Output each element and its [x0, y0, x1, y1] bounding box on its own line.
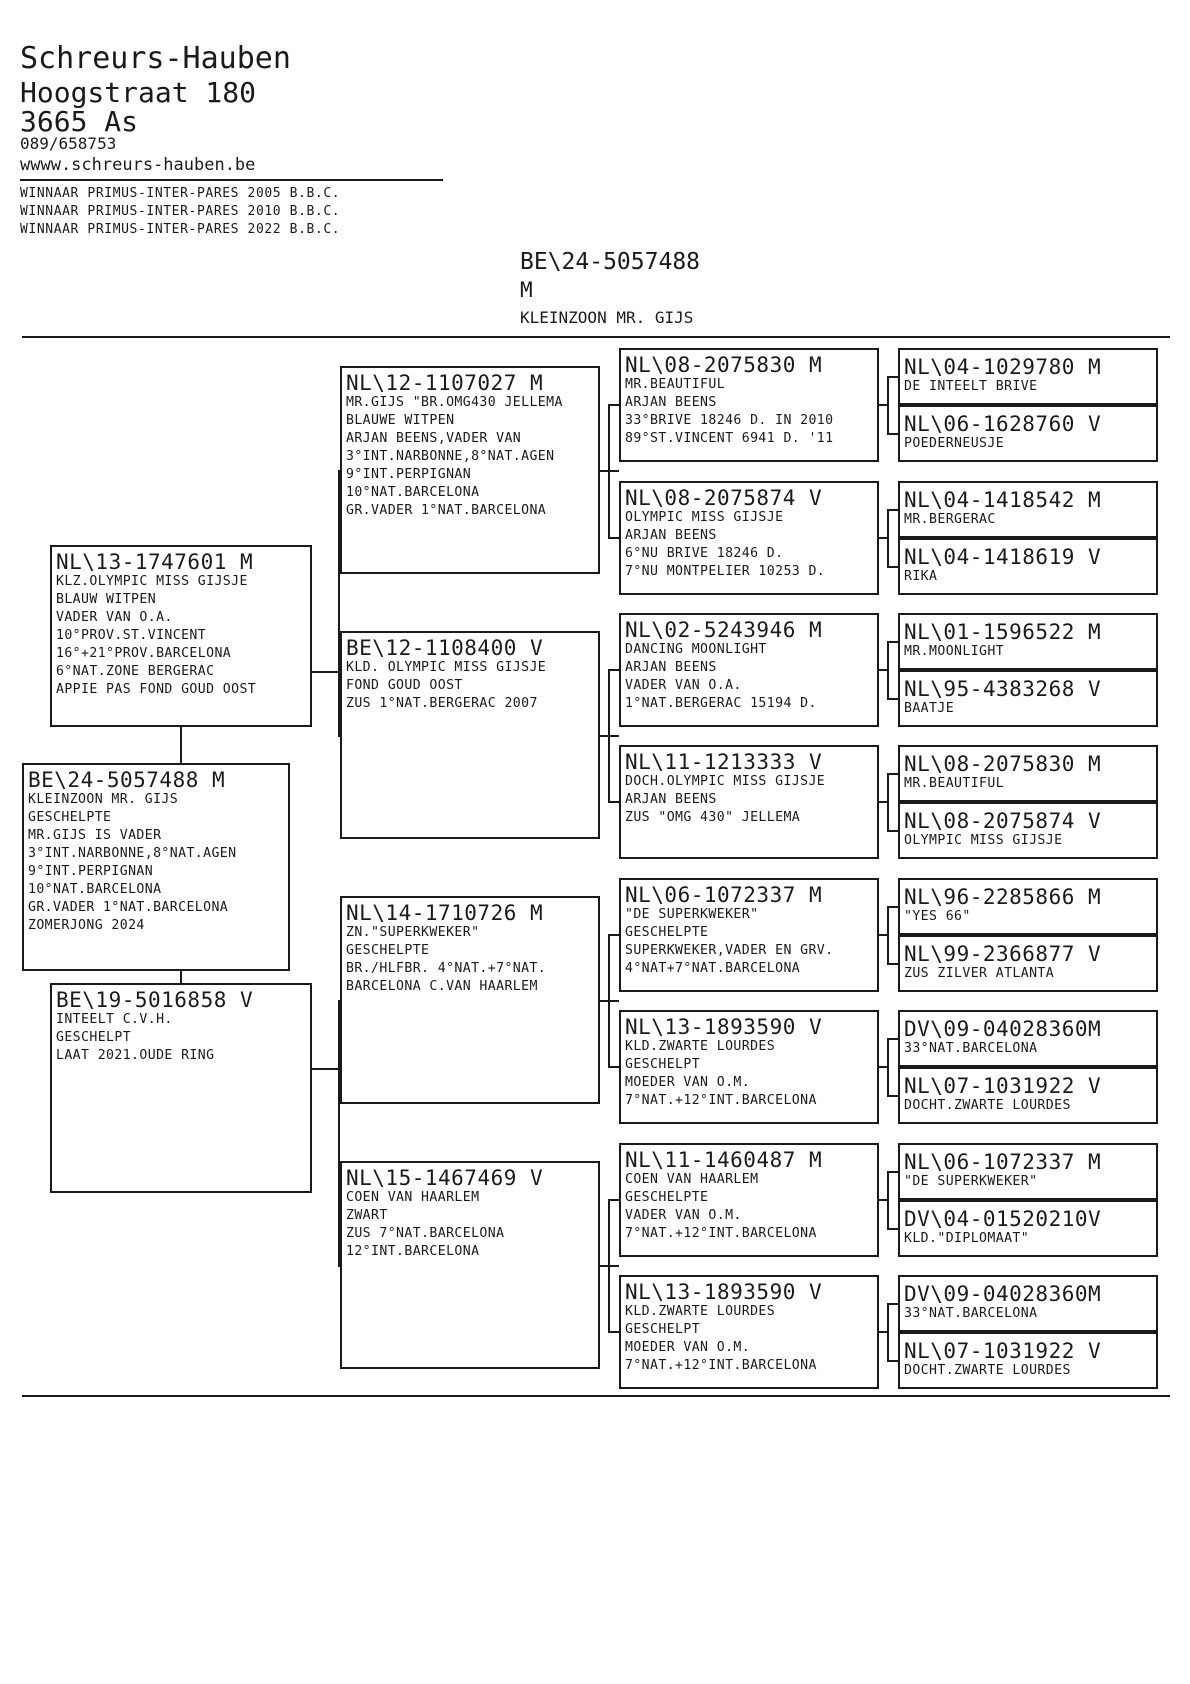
- connector-line: [887, 906, 889, 964]
- great-grandparent-box[interactable]: [619, 348, 879, 462]
- info-line: 9°INT.PERPIGNAN: [346, 467, 472, 482]
- connector-line: [338, 1000, 340, 1266]
- ancestor-info: [904, 1041, 1153, 1056]
- info-line: ARJAN BEENS: [625, 660, 717, 675]
- father-box[interactable]: [50, 545, 312, 727]
- mother-ring: BE\19-5016858 V: [56, 988, 254, 1012]
- info-line: DE INTEELT BRIVE: [904, 379, 1038, 394]
- info-line: MR.GIJS IS VADER: [28, 828, 162, 843]
- connector-line: [608, 404, 619, 406]
- info-line: COEN VAN HAARLEM: [346, 1190, 480, 1205]
- ancestor-box[interactable]: [898, 405, 1158, 462]
- great-grandparent-info: [625, 773, 874, 827]
- info-line: VADER VAN O.A.: [56, 610, 173, 625]
- connector-line: [338, 1000, 342, 1002]
- info-line: GR.VADER 1°NAT.BARCELONA: [28, 900, 229, 915]
- ancestor-box[interactable]: [898, 348, 1158, 405]
- info-line: ZUS 1°NAT.BERGERAC 2007: [346, 696, 538, 711]
- grandparent-info: [346, 924, 595, 996]
- breeder-city: 3665 As: [20, 105, 139, 138]
- great-grandparent-info: [625, 906, 874, 978]
- info-line: "DE SUPERKWEKER": [904, 1174, 1038, 1189]
- info-line: MR.BERGERAC: [904, 512, 996, 527]
- connector-line: [887, 1303, 889, 1361]
- great-grandparent-info: [625, 1303, 874, 1375]
- grandparent-box[interactable]: [340, 896, 600, 1104]
- info-line: GESCHELPTE: [625, 1190, 709, 1205]
- connector-line: [887, 376, 889, 434]
- connector-line: [608, 1199, 610, 1333]
- connector-line: [887, 1038, 898, 1040]
- info-line: KLEINZOON MR. GIJS: [28, 792, 179, 807]
- ancestor-ring: NL\04-1418542 M: [904, 488, 1102, 512]
- info-line: APPIE PAS FOND GOUD OOST: [56, 682, 257, 697]
- connector-line: [608, 537, 619, 539]
- info-line: ARJAN BEENS,VADER VAN: [346, 431, 522, 446]
- connector-line: [608, 801, 619, 803]
- mother-box[interactable]: [50, 983, 312, 1193]
- subject-ring: BE\24-5057488 M: [28, 768, 226, 792]
- info-line: ARJAN BEENS: [625, 395, 717, 410]
- connector-line: [312, 1068, 340, 1070]
- ancestor-ring: NL\99-2366877 V: [904, 942, 1102, 966]
- ancestor-ring: NL\08-2075874 V: [904, 809, 1102, 833]
- info-line: FOND GOUD OOST: [346, 678, 463, 693]
- ancestor-ring: NL\06-1628760 V: [904, 412, 1102, 436]
- ancestor-info: [904, 436, 1153, 451]
- connector-line: [887, 963, 898, 965]
- info-line: 33°BRIVE 18246 D. IN 2010: [625, 413, 834, 428]
- great-grandparent-box[interactable]: [619, 745, 879, 859]
- ancestor-info: [904, 644, 1153, 659]
- ancestor-ring: NL\04-1029780 M: [904, 355, 1102, 379]
- info-line: ZUS ZILVER ATLANTA: [904, 966, 1055, 981]
- connector-line: [338, 470, 340, 736]
- great-grandparent-box[interactable]: [619, 613, 879, 727]
- great-grandparent-box[interactable]: [619, 1143, 879, 1257]
- father-ring: NL\13-1747601 M: [56, 550, 254, 574]
- info-line: KLD.ZWARTE LOURDES: [625, 1039, 776, 1054]
- grandparent-info: [346, 1189, 595, 1261]
- info-line: 33°NAT.BARCELONA: [904, 1041, 1038, 1056]
- connector-line: [887, 698, 898, 700]
- ancestor-info: [904, 569, 1153, 584]
- award-line: WINNAAR PRIMUS-INTER-PARES 2022 B.B.C.: [20, 222, 341, 237]
- subject-note: KLEINZOON MR. GIJS: [520, 308, 694, 327]
- connector-line: [887, 376, 898, 378]
- connector-line: [338, 735, 342, 737]
- info-line: MR.BEAUTIFUL: [904, 776, 1005, 791]
- connector-line: [180, 971, 182, 983]
- info-line: VADER VAN O.M.: [625, 1208, 742, 1223]
- grandparent-box[interactable]: [340, 631, 600, 839]
- info-line: 3°INT.NARBONNE,8°NAT.AGEN: [346, 449, 555, 464]
- info-line: MOEDER VAN O.M.: [625, 1340, 751, 1355]
- info-line: COEN VAN HAARLEM: [625, 1172, 759, 1187]
- info-line: 16°+21°PROV.BARCELONA: [56, 646, 232, 661]
- ancestor-ring: NL\06-1072337 M: [904, 1150, 1102, 1174]
- ancestor-ring: NL\96-2285866 M: [904, 885, 1102, 909]
- grandparent-box[interactable]: [340, 1161, 600, 1369]
- grandparent-ring: BE\12-1108400 V: [346, 636, 544, 660]
- connector-line: [887, 641, 898, 643]
- ancestor-ring: NL\07-1031922 V: [904, 1074, 1102, 1098]
- ancestor-box[interactable]: [898, 613, 1158, 670]
- ancestor-box[interactable]: [898, 935, 1158, 992]
- connector-line: [887, 509, 889, 567]
- award-line: WINNAAR PRIMUS-INTER-PARES 2010 B.B.C.: [20, 204, 341, 219]
- great-grandparent-info: [625, 376, 874, 448]
- info-line: KLD."DIPLOMAAT": [904, 1231, 1030, 1246]
- connector-line: [887, 1171, 889, 1229]
- subject-ring-number: BE\24-5057488: [520, 249, 701, 275]
- breeder-phone: 089/658753: [20, 134, 117, 153]
- great-grandparent-ring: NL\11-1213333 V: [625, 750, 823, 774]
- connector-line: [608, 404, 610, 538]
- grandparent-info: [346, 659, 595, 713]
- connector-line: [608, 1066, 619, 1068]
- info-line: LAAT 2021.OUDE RING: [56, 1048, 215, 1063]
- info-line: ARJAN BEENS: [625, 792, 717, 807]
- info-line: GR.VADER 1°NAT.BARCELONA: [346, 503, 547, 518]
- info-line: POEDERNEUSJE: [904, 436, 1005, 451]
- breeder-street: Hoogstraat 180: [20, 76, 257, 109]
- great-grandparent-ring: NL\02-5243946 M: [625, 618, 823, 642]
- grandparent-ring: NL\14-1710726 M: [346, 901, 544, 925]
- great-grandparent-info: [625, 509, 874, 581]
- connector-line: [887, 1038, 889, 1096]
- info-line: GESCHELPTE: [625, 925, 709, 940]
- info-line: BARCELONA C.VAN HAARLEM: [346, 979, 538, 994]
- ancestor-info: [904, 833, 1153, 848]
- connector-line: [338, 1265, 342, 1267]
- grandparent-box[interactable]: [340, 366, 600, 574]
- ancestor-ring: NL\01-1596522 M: [904, 620, 1102, 644]
- ancestor-box[interactable]: [898, 1332, 1158, 1389]
- connector-line: [608, 669, 610, 803]
- great-grandparent-ring: NL\08-2075874 V: [625, 486, 823, 510]
- info-line: DOCH.OLYMPIC MISS GIJSJE: [625, 774, 826, 789]
- ancestor-box[interactable]: [898, 1143, 1158, 1200]
- great-grandparent-box[interactable]: [619, 878, 879, 992]
- great-grandparent-box[interactable]: [619, 1275, 879, 1389]
- info-line: INTEELT C.V.H.: [56, 1012, 173, 1027]
- connector-line: [887, 906, 898, 908]
- info-line: 12°INT.BARCELONA: [346, 1244, 480, 1259]
- info-line: MR.BEAUTIFUL: [625, 377, 726, 392]
- info-line: RIKA: [904, 569, 938, 584]
- ancestor-info: [904, 776, 1153, 791]
- info-line: KLD.ZWARTE LOURDES: [625, 1304, 776, 1319]
- ancestor-ring: DV\09-04028360M: [904, 1017, 1102, 1041]
- ancestor-ring: NL\95-4383268 V: [904, 677, 1102, 701]
- info-line: ZN."SUPERKWEKER": [346, 925, 480, 940]
- ancestor-ring: NL\04-1418619 V: [904, 545, 1102, 569]
- info-line: BAATJE: [904, 701, 955, 716]
- info-line: MR.GIJS "BR.OMG430 JELLEMA: [346, 395, 563, 410]
- award-line: WINNAAR PRIMUS-INTER-PARES 2005 B.B.C.: [20, 186, 341, 201]
- ancestor-box[interactable]: [898, 1067, 1158, 1124]
- ancestor-ring: NL\07-1031922 V: [904, 1339, 1102, 1363]
- connector-line: [312, 671, 340, 673]
- grandparent-ring: NL\15-1467469 V: [346, 1166, 544, 1190]
- subject-sex: M: [520, 278, 533, 302]
- info-line: BLAUW WITPEN: [56, 592, 157, 607]
- ancestor-info: [904, 1306, 1153, 1321]
- ancestor-box[interactable]: [898, 538, 1158, 595]
- breeder-name: Schreurs-Hauben: [20, 41, 291, 76]
- connector-line: [887, 1095, 898, 1097]
- great-grandparent-ring: NL\08-2075830 M: [625, 353, 823, 377]
- ancestor-info: [904, 1363, 1153, 1378]
- info-line: ZWART: [346, 1208, 388, 1223]
- ancestor-box[interactable]: [898, 802, 1158, 859]
- ancestor-info: [904, 1231, 1153, 1246]
- info-line: DOCHT.ZWARTE LOURDES: [904, 1098, 1071, 1113]
- connector-line: [887, 509, 898, 511]
- info-line: GESCHELPT: [625, 1057, 701, 1072]
- awards-list: [20, 185, 340, 239]
- info-line: SUPERKWEKER,VADER EN GRV.: [625, 943, 834, 958]
- info-line: "DE SUPERKWEKER": [625, 907, 759, 922]
- info-line: GESCHELPT: [56, 1030, 132, 1045]
- ancestor-info: [904, 701, 1153, 716]
- info-line: VADER VAN O.A.: [625, 678, 742, 693]
- info-line: MR.MOONLIGHT: [904, 644, 1005, 659]
- info-line: 7°NAT.+12°INT.BARCELONA: [625, 1226, 817, 1241]
- great-grandparent-ring: NL\06-1072337 M: [625, 883, 823, 907]
- connector-line: [608, 1331, 619, 1333]
- ancestor-ring: DV\09-04028360M: [904, 1282, 1102, 1306]
- info-line: 10°PROV.ST.VINCENT: [56, 628, 207, 643]
- connector-line: [338, 470, 342, 472]
- great-grandparent-ring: NL\11-1460487 M: [625, 1148, 823, 1172]
- info-line: 10°NAT.BARCELONA: [28, 882, 162, 897]
- info-line: ZUS 7°NAT.BARCELONA: [346, 1226, 505, 1241]
- connector-line: [608, 669, 619, 671]
- ancestor-info: [904, 909, 1153, 924]
- connector-line: [887, 773, 898, 775]
- grandparent-info: [346, 394, 595, 520]
- info-line: OLYMPIC MISS GIJSJE: [625, 510, 784, 525]
- info-line: BLAUWE WITPEN: [346, 413, 455, 428]
- connector-line: [608, 934, 619, 936]
- info-line: 7°NU MONTPELIER 10253 D.: [625, 564, 826, 579]
- info-line: DOCHT.ZWARTE LOURDES: [904, 1363, 1071, 1378]
- subject-info: [28, 791, 285, 935]
- connector-line: [887, 1303, 898, 1305]
- connector-line: [887, 1171, 898, 1173]
- grandparent-ring: NL\12-1107027 M: [346, 371, 544, 395]
- info-line: GESCHELPTE: [346, 943, 430, 958]
- header-divider: [20, 179, 443, 181]
- ancestor-info: [904, 512, 1153, 527]
- ancestor-box[interactable]: [898, 878, 1158, 935]
- father-info: [56, 573, 307, 699]
- info-line: 3°INT.NARBONNE,8°NAT.AGEN: [28, 846, 237, 861]
- connector-line: [608, 1199, 619, 1201]
- ancestor-box[interactable]: [898, 1010, 1158, 1067]
- info-line: 1°NAT.BERGERAC 15194 D.: [625, 696, 817, 711]
- info-line: 6°NU BRIVE 18246 D.: [625, 546, 784, 561]
- ancestor-info: [904, 1174, 1153, 1189]
- great-grandparent-ring: NL\13-1893590 V: [625, 1280, 823, 1304]
- great-grandparent-info: [625, 1038, 874, 1110]
- ancestor-box[interactable]: [898, 481, 1158, 538]
- ancestor-info: [904, 966, 1153, 981]
- mother-info: [56, 1011, 307, 1065]
- breeder-website: wwww.schreurs-hauben.be: [20, 155, 256, 175]
- info-line: GESCHELPT: [625, 1322, 701, 1337]
- great-grandparent-info: [625, 641, 874, 713]
- info-line: GESCHELPTE: [28, 810, 112, 825]
- info-line: DANCING MOONLIGHT: [625, 642, 767, 657]
- ancestor-box[interactable]: [898, 670, 1158, 727]
- connector-line: [887, 433, 898, 435]
- info-line: 7°NAT.+12°INT.BARCELONA: [625, 1358, 817, 1373]
- connector-line: [180, 727, 182, 763]
- info-line: OLYMPIC MISS GIJSJE: [904, 833, 1063, 848]
- bottom-rule: [22, 1395, 1170, 1397]
- great-grandparent-ring: NL\13-1893590 V: [625, 1015, 823, 1039]
- connector-line: [887, 773, 889, 831]
- info-line: "YES 66": [904, 909, 971, 924]
- info-line: BR./HLFBR. 4°NAT.+7°NAT.: [346, 961, 547, 976]
- info-line: ZOMERJONG 2024: [28, 918, 145, 933]
- ancestor-ring: DV\04-01520210V: [904, 1207, 1102, 1231]
- info-line: 10°NAT.BARCELONA: [346, 485, 480, 500]
- info-line: KLZ.OLYMPIC MISS GIJSJE: [56, 574, 248, 589]
- ancestor-box[interactable]: [898, 745, 1158, 802]
- info-line: KLD. OLYMPIC MISS GIJSJE: [346, 660, 547, 675]
- ancestor-ring: NL\08-2075830 M: [904, 752, 1102, 776]
- info-line: 9°INT.PERPIGNAN: [28, 864, 154, 879]
- connector-line: [887, 830, 898, 832]
- info-line: 89°ST.VINCENT 6941 D. '11: [625, 431, 834, 446]
- connector-line: [887, 1360, 898, 1362]
- info-line: 7°NAT.+12°INT.BARCELONA: [625, 1093, 817, 1108]
- info-line: 4°NAT+7°NAT.BARCELONA: [625, 961, 801, 976]
- ancestor-box[interactable]: [898, 1275, 1158, 1332]
- great-grandparent-box[interactable]: [619, 1010, 879, 1124]
- great-grandparent-box[interactable]: [619, 481, 879, 595]
- connector-line: [887, 1228, 898, 1230]
- top-rule: [22, 336, 1170, 338]
- info-line: 6°NAT.ZONE BERGERAC: [56, 664, 215, 679]
- connector-line: [608, 934, 610, 1068]
- ancestor-box[interactable]: [898, 1200, 1158, 1257]
- info-line: MOEDER VAN O.M.: [625, 1075, 751, 1090]
- info-line: ZUS "OMG 430" JELLEMA: [625, 810, 801, 825]
- info-line: ARJAN BEENS: [625, 528, 717, 543]
- ancestor-info: [904, 379, 1153, 394]
- subject-box[interactable]: [22, 763, 290, 971]
- connector-line: [887, 566, 898, 568]
- info-line: 33°NAT.BARCELONA: [904, 1306, 1038, 1321]
- ancestor-info: [904, 1098, 1153, 1113]
- connector-line: [887, 641, 889, 699]
- great-grandparent-info: [625, 1171, 874, 1243]
